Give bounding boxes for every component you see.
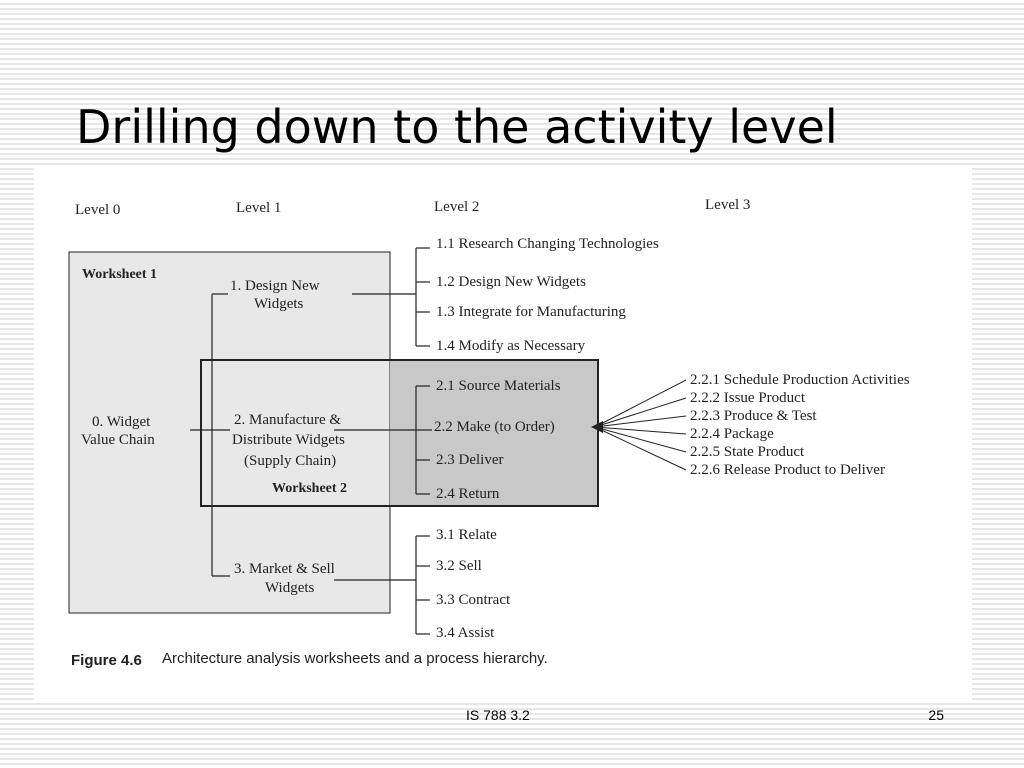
- figure-panel: [34, 168, 972, 700]
- level2-item-2-1: 2.1 Source Materials: [436, 378, 561, 394]
- level1-node2-line3: (Supply Chain): [244, 453, 337, 469]
- level2-item-3-2: 3.2 Sell: [436, 558, 482, 574]
- slide-title: Drilling down to the activity level: [76, 100, 838, 154]
- level2-item-1-2: 1.2 Design New Widgets: [436, 274, 586, 290]
- level3-item-1: 2.2.1 Schedule Production Activities: [690, 372, 910, 388]
- level2-item-2-3: 2.3 Deliver: [436, 452, 504, 468]
- level2-item-2-2: 2.2 Make (to Order): [434, 419, 555, 435]
- level3-fan-lines: [595, 380, 686, 470]
- level1-node1-line2: Widgets: [254, 296, 304, 312]
- level2-item-3-1: 3.1 Relate: [436, 527, 497, 543]
- level2-item-1-4: 1.4 Modify as Necessary: [436, 338, 586, 354]
- footer-course-label: IS 788 3.2: [466, 707, 530, 723]
- level1-header: Level 1: [236, 200, 282, 216]
- level1-node3-line2: Widgets: [265, 580, 315, 596]
- level1-node2-line1: 2. Manufacture &: [234, 412, 342, 428]
- worksheet1-label: Worksheet 1: [82, 267, 158, 282]
- figure-number: Figure 4.6: [71, 652, 142, 669]
- level3-item-3: 2.2.3 Produce & Test: [690, 408, 817, 424]
- level2-item-1-3: 1.3 Integrate for Manufacturing: [436, 304, 626, 320]
- level2-item-2-4: 2.4 Return: [436, 486, 500, 502]
- page-number: 25: [928, 707, 944, 723]
- level3-item-4: 2.2.4 Package: [690, 426, 774, 442]
- level3-item-6: 2.2.6 Release Product to Deliver: [690, 462, 885, 478]
- level1-node1-line1: 1. Design New: [230, 278, 320, 294]
- level2-item-1-1: 1.1 Research Changing Technologies: [436, 236, 659, 252]
- level0-node-line2: Value Chain: [81, 432, 155, 448]
- level2-header: Level 2: [434, 199, 480, 215]
- level2-item-3-4: 3.4 Assist: [436, 625, 495, 641]
- level0-node-line1: 0. Widget: [92, 414, 151, 430]
- level3-item-5: 2.2.5 State Product: [690, 444, 805, 460]
- level1-node3-line1: 3. Market & Sell: [234, 561, 335, 577]
- level3-header: Level 3: [705, 197, 751, 213]
- level2-item-3-3: 3.3 Contract: [436, 592, 511, 608]
- level0-header: Level 0: [75, 202, 121, 218]
- worksheet2-label: Worksheet 2: [272, 481, 348, 496]
- level1-node2-line2: Distribute Widgets: [232, 432, 345, 448]
- level3-item-2: 2.2.2 Issue Product: [690, 390, 805, 406]
- process-hierarchy-diagram: [34, 168, 972, 700]
- figure-caption: Architecture analysis worksheets and a process hierarchy.: [162, 650, 548, 667]
